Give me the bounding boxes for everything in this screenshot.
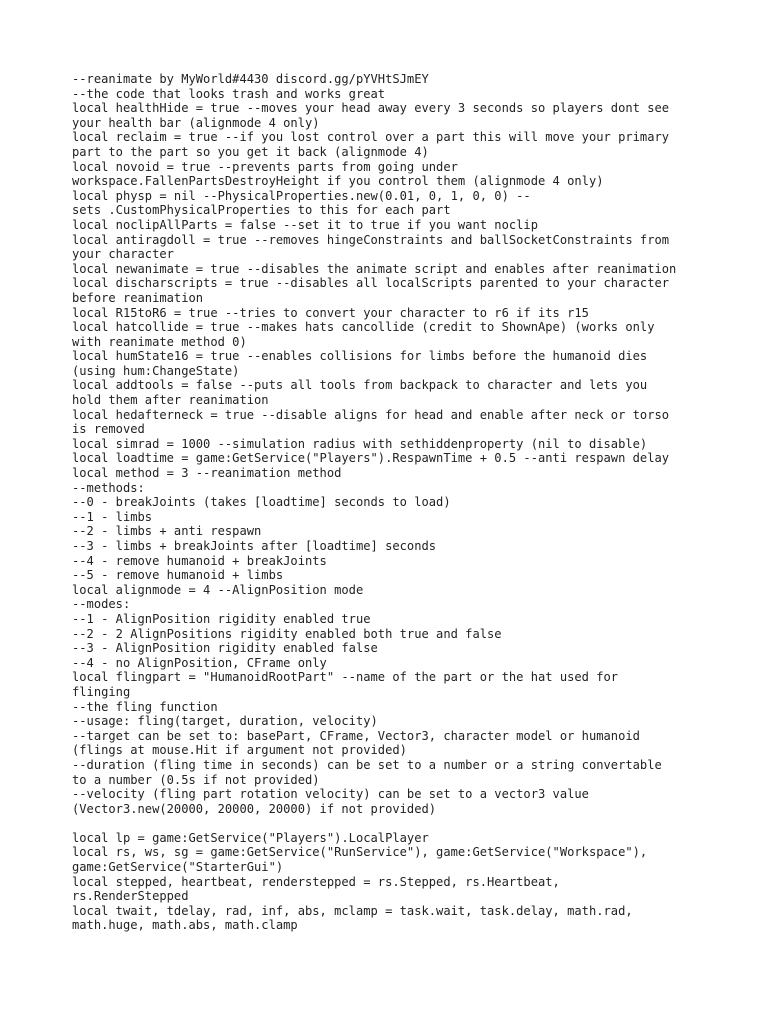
code-line: sets .CustomPhysicalProperties to this for each part xyxy=(72,203,451,218)
code-line: is removed xyxy=(72,422,145,437)
code-line: local R15toR6 = true --tries to convert your character to r6 if its r15 xyxy=(72,305,589,320)
code-line: --reanimate by MyWorld#4430 discord.gg/pYVHtSJmEY xyxy=(72,72,429,86)
code-line: --3 - limbs + breakJoints after [loadtime] seconds xyxy=(72,539,437,553)
code-text-block xyxy=(72,72,708,933)
code-line: --2 - limbs + anti respawn xyxy=(72,524,262,539)
code-line: game:GetService("StarterGui") xyxy=(72,860,284,875)
code-line: --5 - remove humanoid + limbs xyxy=(72,568,284,583)
code-line: local physp = nil --PhysicalProperties.new(0.01, 0, 1, 0, 0) -- xyxy=(72,188,531,203)
code-line: local healthHide = true --moves your head away every 3 seconds so players dont see xyxy=(72,101,670,116)
code-line: --0 - breakJoints (takes [loadtime] seconds to load) xyxy=(72,495,451,510)
code-line: workspace.FallenPartsDestroyHeight if you control them (alignmode 4 only) xyxy=(72,174,604,189)
code-line: (flings at mouse.Hit if argument not provided) xyxy=(72,743,407,758)
code-line: --4 - remove humanoid + breakJoints xyxy=(72,553,327,568)
code-line: local newanimate = true --disables the animate script and enables after reanimation xyxy=(72,261,677,276)
code-line: --2 - 2 AlignPositions rigidity enabled both true and false xyxy=(72,626,502,641)
code-line: local addtools = false --puts all tools from backpack to character and lets you xyxy=(72,378,648,393)
code-line: rs.RenderStepped xyxy=(72,889,189,904)
code-line: local hatcollide = true --makes hats cancollide (credit to ShownApe) (works only xyxy=(72,320,655,335)
code-line: --usage: fling(target, duration, velocity) xyxy=(72,714,378,729)
code-line: before reanimation xyxy=(72,290,204,305)
code-line: part to the part so you get it back (alignmode 4) xyxy=(72,144,429,159)
code-line: --velocity (fling part rotation velocity) can be set to a vector3 value xyxy=(72,787,589,802)
code-line: local rs, ws, sg = game:GetService("RunService"), game:GetService("Workspace"), xyxy=(72,845,648,860)
blank-line xyxy=(72,816,708,831)
code-line: hold them after reanimation xyxy=(72,393,269,408)
code-line: local twait, tdelay, rad, inf, abs, mclamp = task.wait, task.delay, math.rad, xyxy=(72,903,633,918)
code-line: local novoid = true --prevents parts from going under xyxy=(72,159,458,174)
code-line: --methods: xyxy=(72,480,145,495)
code-line: local alignmode = 4 --AlignPosition mode xyxy=(72,582,364,597)
code-line: math.huge, math.abs, math.clamp xyxy=(72,918,298,933)
code-line: local humState16 = true --enables collisions for limbs before the humanoid dies xyxy=(72,349,648,364)
code-line: --1 - AlignPosition rigidity enabled true xyxy=(72,611,371,626)
code-line: --the fling function xyxy=(72,699,218,714)
code-line: local simrad = 1000 --simulation radius with sethiddenproperty (nil to disable) xyxy=(72,436,648,451)
code-line: to a number (0.5s if not provided) xyxy=(72,772,320,787)
code-line: (using hum:ChangeState) xyxy=(72,363,240,378)
code-line: flinging xyxy=(72,684,131,699)
code-line: --duration (fling time in seconds) can be set to a number or a string convertable xyxy=(72,757,662,772)
code-line: local stepped, heartbeat, renderstepped = rs.Stepped, rs.Heartbeat, xyxy=(72,874,560,889)
code-line: local noclipAllParts = false --set it to true if you want noclip xyxy=(72,217,538,232)
code-line: --target can be set to: basePart, CFrame, Vector3, character model or humanoid xyxy=(72,728,640,743)
code-line: (Vector3.new(20000, 20000, 20000) if not provided) xyxy=(72,801,437,816)
code-line: local hedafterneck = true --disable aligns for head and enable after neck or torso xyxy=(72,407,670,422)
code-line: local discharscripts = true --disables all localScripts parented to your character xyxy=(72,276,670,291)
code-line: your character xyxy=(72,247,174,262)
code-line: --4 - no AlignPosition, CFrame only xyxy=(72,655,327,670)
code-line: local loadtime = game:GetService("Players").RespawnTime + 0.5 --anti respawn delay xyxy=(72,451,670,466)
code-line: local lp = game:GetService("Players").LocalPlayer xyxy=(72,830,429,845)
code-line: with reanimate method 0) xyxy=(72,334,247,349)
code-line: local antiragdoll = true --removes hingeConstraints and ballSocketConstraints from xyxy=(72,232,670,247)
code-line: --3 - AlignPosition rigidity enabled false xyxy=(72,641,378,656)
code-line: --1 - limbs xyxy=(72,509,153,524)
code-line: local flingpart = "HumanoidRootPart" --name of the part or the hat used for xyxy=(72,670,619,685)
code-line: local method = 3 --reanimation method xyxy=(72,466,342,481)
code-line: your health bar (alignmode 4 only) xyxy=(72,115,320,130)
code-line: local reclaim = true --if you lost control over a part this will move your primary xyxy=(72,130,670,145)
code-line: --modes: xyxy=(72,597,131,612)
code-line: --the code that looks trash and works great xyxy=(72,86,386,101)
